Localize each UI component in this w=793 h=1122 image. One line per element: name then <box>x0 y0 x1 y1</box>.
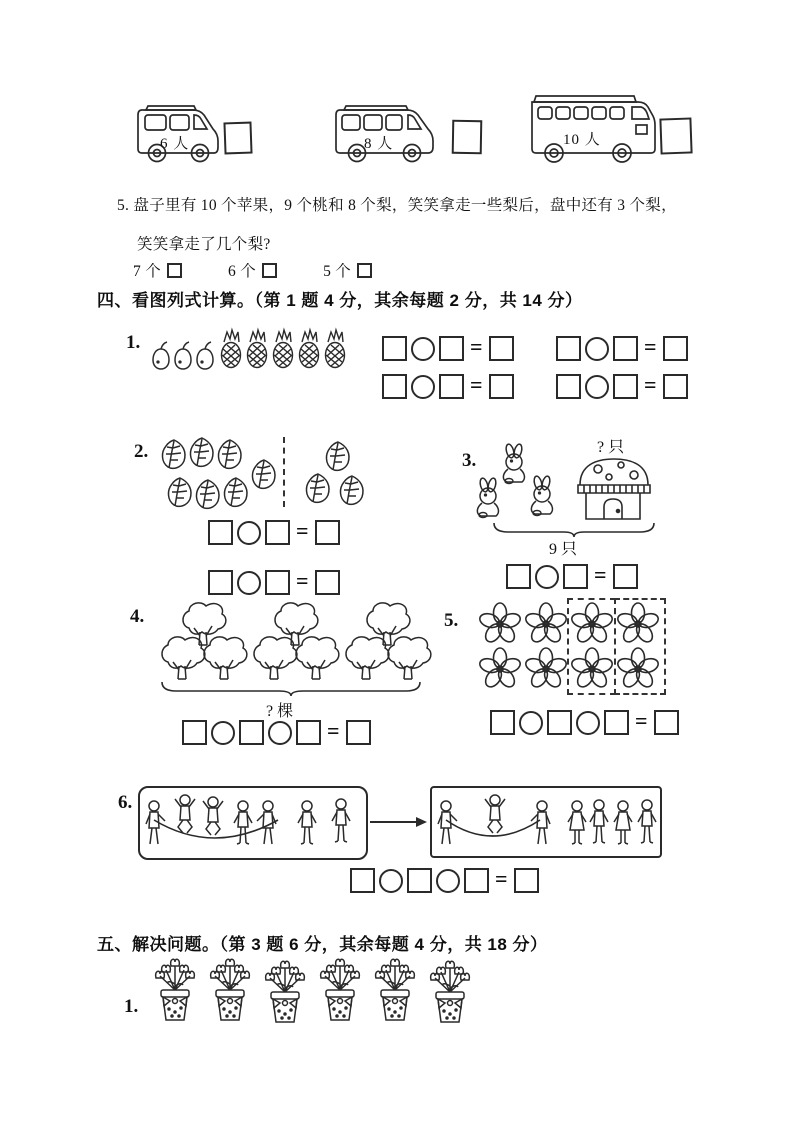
bus-answer-box-2[interactable] <box>452 120 483 155</box>
tree-group-icon <box>158 598 246 682</box>
operator-circle[interactable] <box>211 721 235 745</box>
tree-group-icon <box>342 598 430 682</box>
option-label: 7 个 <box>133 263 162 280</box>
flower-pot-icon <box>317 956 363 1024</box>
operand-box[interactable] <box>407 868 432 893</box>
q1-equation-2 <box>556 333 688 361</box>
q3-number: 3. <box>462 450 477 471</box>
q2-equation-2 <box>208 567 340 595</box>
operator-circle[interactable] <box>268 721 292 745</box>
q4-number: 4. <box>130 606 145 627</box>
q1-equation-4 <box>556 371 688 399</box>
rabbit-group-icon <box>470 444 566 522</box>
operand-box[interactable] <box>556 374 581 399</box>
operand-box[interactable] <box>604 710 629 735</box>
equals-sign: = <box>635 707 648 733</box>
option-checkbox[interactable] <box>262 263 277 278</box>
operator-circle[interactable] <box>237 571 261 595</box>
result-box[interactable] <box>315 570 340 595</box>
result-box[interactable] <box>315 520 340 545</box>
operand-box[interactable] <box>439 336 464 361</box>
flower-pot-icon <box>207 956 253 1024</box>
result-box[interactable] <box>654 710 679 735</box>
jump-rope-scene-left <box>138 786 368 860</box>
equals-sign: = <box>327 717 340 743</box>
operand-box[interactable] <box>613 374 638 399</box>
option-5 <box>323 259 372 281</box>
operand-box[interactable] <box>556 336 581 361</box>
q5-number: 5. <box>444 610 459 631</box>
result-box[interactable] <box>514 868 539 893</box>
operand-box[interactable] <box>208 520 233 545</box>
equals-sign: = <box>644 371 657 397</box>
jump-rope-scene-right <box>430 786 662 858</box>
question5-line1 <box>117 193 677 215</box>
pear-group-icon <box>150 338 216 372</box>
result-box[interactable] <box>663 374 688 399</box>
question5-line2: 笑笑拿走了几个梨? <box>137 236 271 253</box>
equals-sign: = <box>495 865 508 891</box>
operand-box[interactable] <box>296 720 321 745</box>
section-five-title: 五、解决问题。（第 3 题 6 分，其余每题 4 分，共 18 分） <box>97 935 548 954</box>
bus-capacity-label: 8 人 <box>364 136 394 152</box>
option-6 <box>228 259 277 281</box>
q2-equation-1 <box>208 517 340 545</box>
operator-circle[interactable] <box>436 869 460 893</box>
operator-circle[interactable] <box>411 337 435 361</box>
operand-box[interactable] <box>563 564 588 589</box>
option-checkbox[interactable] <box>167 263 182 278</box>
dashed-selection-box <box>614 598 666 695</box>
operand-box[interactable] <box>439 374 464 399</box>
equals-sign: = <box>644 333 657 359</box>
equals-sign: = <box>296 567 309 593</box>
flower-pot-icon <box>152 956 198 1024</box>
arrow-icon <box>370 814 428 830</box>
q3-equation <box>506 561 638 589</box>
bus-capacity-label: 10 人 <box>563 132 601 148</box>
q5-equation <box>490 707 679 735</box>
operator-circle[interactable] <box>237 521 261 545</box>
equals-sign: = <box>296 517 309 543</box>
leaf-group-left-icon <box>156 436 284 512</box>
leaf-group-right-icon <box>300 438 374 508</box>
operand-box[interactable] <box>350 868 375 893</box>
q3-house-label: ? 只 <box>597 439 625 456</box>
operand-box[interactable] <box>382 374 407 399</box>
operand-box[interactable] <box>490 710 515 735</box>
result-box[interactable] <box>346 720 371 745</box>
operator-circle[interactable] <box>535 565 559 589</box>
operator-circle[interactable] <box>585 337 609 361</box>
operator-circle[interactable] <box>585 375 609 399</box>
dashed-divider <box>283 437 285 507</box>
q6-number: 6. <box>118 792 133 813</box>
operand-box[interactable] <box>382 336 407 361</box>
section-four-title: 四、看图列式计算。（第 1 题 4 分，其余每题 2 分，共 14 分） <box>97 291 583 310</box>
bus-answer-box-1[interactable] <box>223 122 252 155</box>
mushroom-house-icon <box>576 455 652 521</box>
q2-number: 2. <box>134 441 149 462</box>
operand-box[interactable] <box>208 570 233 595</box>
operator-circle[interactable] <box>411 375 435 399</box>
equals-sign: = <box>470 333 483 359</box>
operand-box[interactable] <box>182 720 207 745</box>
q1-equation-1 <box>382 333 514 361</box>
bus-capacity-label: 6 人 <box>160 136 190 152</box>
question5-options <box>133 259 372 281</box>
question5-number: 5. <box>117 197 130 214</box>
problem1-number: 1. <box>124 996 139 1017</box>
operand-box[interactable] <box>265 570 290 595</box>
operand-box[interactable] <box>547 710 572 735</box>
equals-sign: = <box>594 561 607 587</box>
operand-box[interactable] <box>239 720 264 745</box>
q4-equation <box>182 717 371 745</box>
tree-group-icon <box>250 598 338 682</box>
operator-circle[interactable] <box>519 711 543 735</box>
flower-pot-icon <box>372 956 418 1024</box>
option-label: 5 个 <box>323 263 352 280</box>
q4-total-label: ? 棵 <box>266 703 294 720</box>
operand-box[interactable] <box>265 520 290 545</box>
operand-box[interactable] <box>613 336 638 361</box>
question5-text: 盘子里有 10 个苹果，9 个桃和 8 个梨，笑笑拿走一些梨后，盘中还有 3 个梨， <box>133 197 677 214</box>
result-box[interactable] <box>613 564 638 589</box>
operator-circle[interactable] <box>379 869 403 893</box>
flower-pot-icon <box>262 958 308 1026</box>
dashed-selection-box <box>567 598 616 695</box>
q6-equation <box>350 865 539 893</box>
pineapple-group-icon <box>218 326 348 374</box>
q3-total-label: 9 只 <box>549 541 578 558</box>
result-box[interactable] <box>489 336 514 361</box>
bus-answer-box-3[interactable] <box>659 117 692 154</box>
equals-sign: = <box>470 371 483 397</box>
result-box[interactable] <box>663 336 688 361</box>
brace-icon <box>160 680 424 698</box>
operand-box[interactable] <box>506 564 531 589</box>
option-label: 6 个 <box>228 263 257 280</box>
option-checkbox[interactable] <box>357 263 372 278</box>
operator-circle[interactable] <box>576 711 600 735</box>
result-box[interactable] <box>489 374 514 399</box>
operand-box[interactable] <box>464 868 489 893</box>
q1-equation-3 <box>382 371 514 399</box>
flower-pot-icon <box>427 958 473 1026</box>
option-7 <box>133 259 182 281</box>
q1-number: 1. <box>126 332 141 353</box>
